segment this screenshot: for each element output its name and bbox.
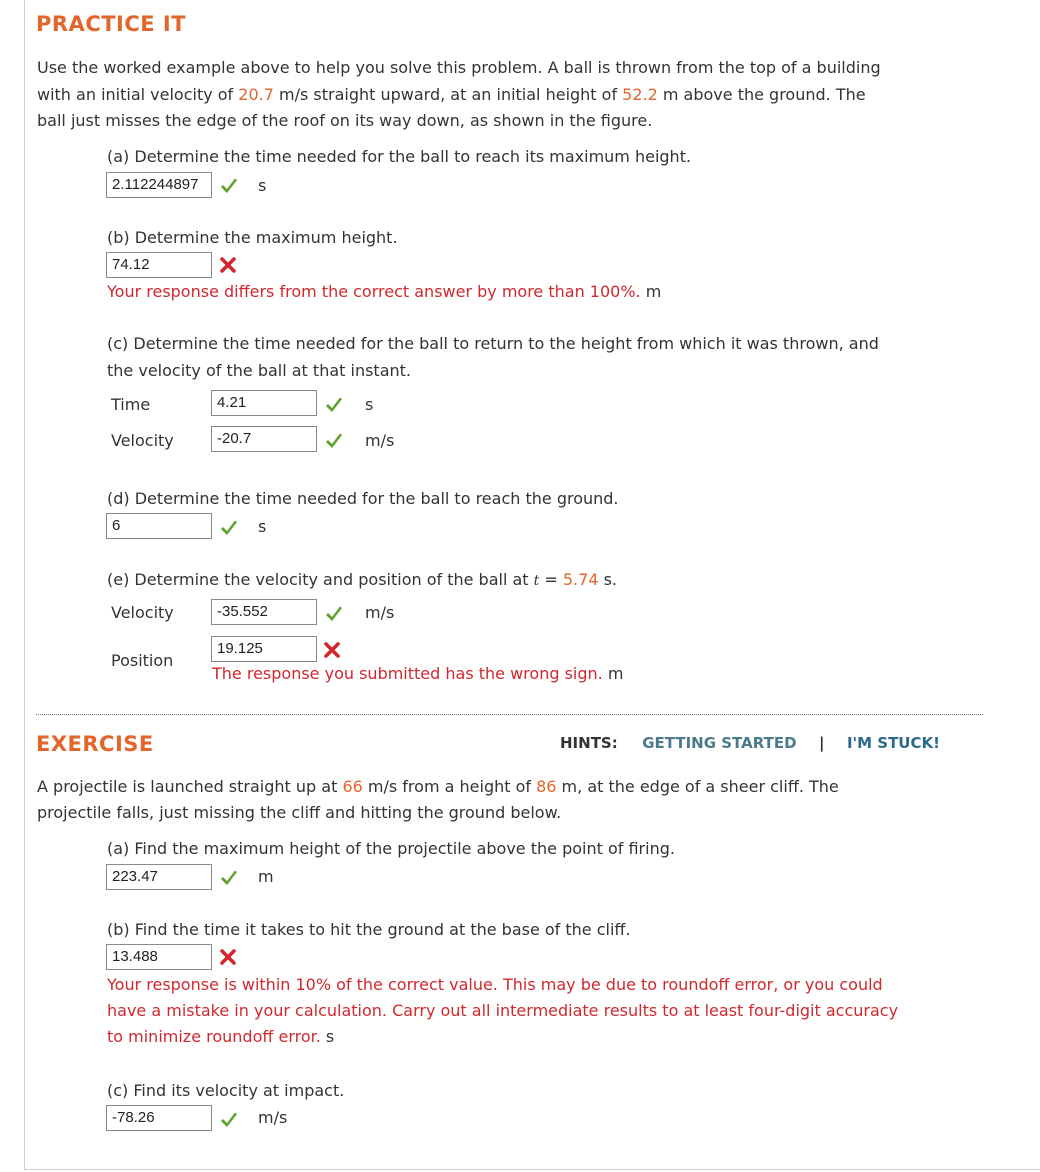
correct-check-icon — [219, 518, 239, 538]
exercise-b-error-line2: have a mistake in your calculation. Carry out all intermediate results to at least four-digit accuracy — [107, 1001, 899, 1020]
practice-e-question: (e) Determine the velocity and position of the ball at t = 5.74 s. — [107, 570, 618, 589]
practice-intro-line3: ball just misses the edge of the roof on its way down, as shown in the figure. — [37, 111, 653, 130]
practice-b-unit: m — [645, 282, 662, 301]
practice-b-error-text: Your response differs from the correct answer by more than 100%. — [107, 282, 641, 301]
practice-e-position-unit: m — [607, 664, 624, 683]
practice-d-answer-input[interactable]: 6 — [106, 513, 212, 539]
exercise-b-error-line1: Your response is within 10% of the correct value. This may be due to roundoff error, or you could — [107, 975, 883, 994]
practice-e-velocity-input[interactable]: -35.552 — [211, 599, 317, 625]
hints-separator: | — [819, 734, 825, 752]
practice-e-velocity-unit: m/s — [365, 603, 395, 622]
practice-title: PRACTICE IT — [36, 12, 187, 36]
practice-b-feedback — [107, 282, 661, 301]
practice-e-position-feedback — [212, 664, 623, 683]
exercise-b-unit: s — [325, 1027, 335, 1046]
exercise-intro-line1: A projectile is launched straight up at 66 m/s from a height of 86 m, at the edge of a sheer cliff. The — [37, 777, 839, 796]
practice-e-velocity-label: Velocity — [111, 603, 174, 622]
practice-d-question: (d) Determine the time needed for the ball to reach the ground. — [107, 489, 619, 508]
practice-b-question: (b) Determine the maximum height. — [107, 228, 398, 247]
launch-speed-value: 66 — [342, 777, 363, 796]
practice-c-time-unit: s — [365, 395, 374, 414]
exercise-title: EXERCISE — [36, 732, 154, 756]
practice-a-question: (a) Determine the time needed for the ball to reach its maximum height. — [107, 147, 692, 166]
hint-getting-started-link[interactable]: GETTING STARTED — [642, 734, 797, 752]
correct-check-icon — [219, 176, 239, 196]
hints-bar — [560, 734, 940, 752]
exercise-a-question: (a) Find the maximum height of the projectile above the point of firing. — [107, 839, 675, 858]
practice-e-error-text: The response you submitted has the wrong sign. — [212, 664, 603, 683]
time-value: 5.74 — [562, 570, 599, 589]
incorrect-x-icon — [219, 948, 237, 966]
practice-c-time-label: Time — [111, 395, 151, 414]
exercise-b-answer-input[interactable]: 13.488 — [106, 944, 212, 970]
practice-e-position-label: Position — [111, 651, 174, 670]
practice-d-unit: s — [258, 517, 267, 536]
practice-c-velocity-input[interactable]: -20.7 — [211, 426, 317, 452]
practice-a-answer-input[interactable]: 2.112244897 — [106, 172, 212, 198]
hints-label: HINTS: — [560, 734, 618, 752]
correct-check-icon — [324, 431, 344, 451]
exercise-b-question: (b) Find the time it takes to hit the ground at the base of the cliff. — [107, 920, 631, 939]
correct-check-icon — [219, 1110, 239, 1130]
correct-check-icon — [324, 395, 344, 415]
correct-check-icon — [219, 868, 239, 888]
practice-b-answer-input[interactable]: 74.12 — [106, 252, 212, 278]
exercise-c-unit: m/s — [258, 1108, 288, 1127]
incorrect-x-icon — [323, 641, 341, 659]
exercise-a-unit: m — [258, 867, 274, 886]
incorrect-x-icon — [219, 256, 237, 274]
exercise-c-question: (c) Find its velocity at impact. — [107, 1081, 345, 1100]
practice-intro-line1: Use the worked example above to help you solve this problem. A ball is thrown from the top of a building — [37, 58, 881, 77]
section-divider — [36, 714, 983, 715]
practice-c-velocity-label: Velocity — [111, 431, 174, 450]
cliff-height-value: 86 — [536, 777, 557, 796]
correct-check-icon — [324, 604, 344, 624]
practice-c-question-line2: the velocity of the ball at that instant. — [107, 361, 411, 380]
practice-e-position-input[interactable]: 19.125 — [211, 636, 317, 662]
exercise-a-answer-input[interactable]: 223.47 — [106, 864, 212, 890]
practice-c-question-line1: (c) Determine the time needed for the ball to return to the height from which it was thrown, and — [107, 334, 879, 353]
initial-velocity-value: 20.7 — [238, 85, 274, 104]
practice-intro-line2: with an initial velocity of 20.7 m/s straight upward, at an initial height of 52.2 m above the ground. The — [37, 85, 866, 104]
exercise-b-error-line3: to minimize roundoff error. s — [107, 1027, 335, 1046]
hint-im-stuck-link[interactable]: I'M STUCK! — [846, 734, 940, 752]
exercise-intro-line2: projectile falls, just missing the cliff and hitting the ground below. — [37, 803, 562, 822]
initial-height-value: 52.2 — [622, 85, 658, 104]
practice-c-time-input[interactable]: 4.21 — [211, 390, 317, 416]
practice-a-unit: s — [258, 176, 267, 195]
exercise-c-answer-input[interactable]: -78.26 — [106, 1105, 212, 1131]
practice-c-velocity-unit: m/s — [365, 431, 395, 450]
